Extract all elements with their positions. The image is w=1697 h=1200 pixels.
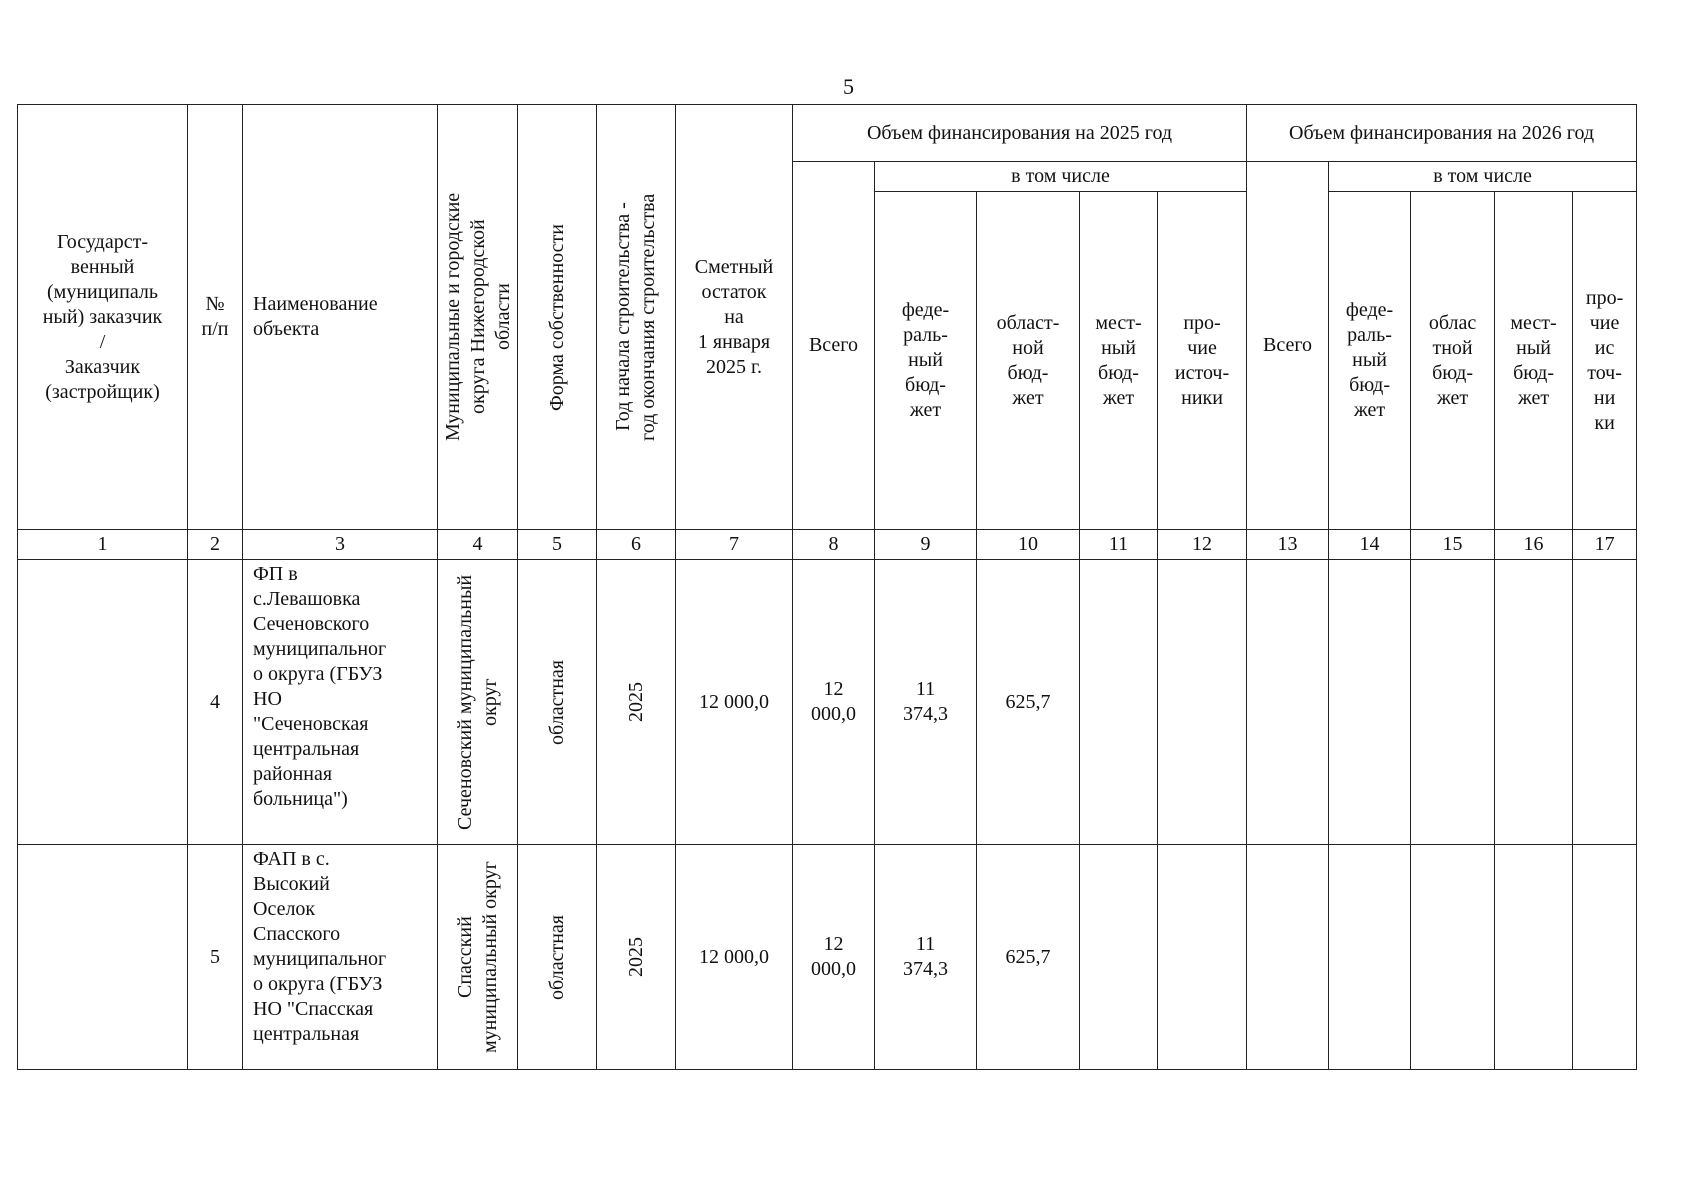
col-number: 12 [1158,530,1247,560]
header-total-2026: Всего [1247,162,1329,530]
header-obl-2025: област- ной бюд- жет [977,192,1080,530]
row-total-2025: 12 000,0 [793,845,875,1070]
header-balance: Сметный остаток на 1 января 2025 г. [676,105,793,530]
row-ownership-text: областная [545,914,568,1000]
row-years-text: 2025 [624,682,647,722]
row-obl-2025: 625,7 [977,560,1080,845]
row-local-2025 [1080,845,1158,1070]
col-number: 9 [875,530,977,560]
header-fed-2025: феде- раль- ный бюд- жет [875,192,977,530]
row-local-2026 [1495,560,1573,845]
row-number: 4 [188,560,243,845]
row-object-name: ФП в с.Левашовка Сеченовского муниципальног о округа (ГБУЗ НО "Сеченовская центральная районная больница") [243,560,438,845]
row-local-2026 [1495,845,1573,1070]
col-number: 4 [438,530,518,560]
row-fed-2025: 11 374,3 [875,560,977,845]
row-obl-2026 [1411,845,1495,1070]
col-number: 1 [18,530,188,560]
col-number: 10 [977,530,1080,560]
row-local-2025 [1080,560,1158,845]
row-total-2026 [1247,560,1329,845]
row-balance: 12 000,0 [676,560,793,845]
col-number: 15 [1411,530,1495,560]
row-other-2026 [1573,845,1637,1070]
header-local-2026: мест- ный бюд- жет [1495,192,1573,530]
header-fin-2026: Объем финансирования на 2026 год [1247,105,1637,162]
header-object-name: Наименование объекта [243,105,438,530]
row-years-text: 2025 [624,937,647,977]
header-fin-2025: Объем финансирования на 2025 год [793,105,1247,162]
row-obl-2026 [1411,560,1495,845]
col-number: 14 [1329,530,1411,560]
row-ownership-text: областная [545,659,568,745]
header-number: № п/п [188,105,243,530]
col-number: 13 [1247,530,1329,560]
header-ownership [518,105,597,530]
header-other-2026: про- чие ис точ- ни ки [1573,192,1637,530]
row-district [438,560,518,845]
row-fed-2026 [1329,845,1411,1070]
row-customer [18,560,188,845]
header-total-2025: Всего [793,162,875,530]
header-ownership-text: Форма собственности [545,223,568,411]
col-number: 7 [676,530,793,560]
row-district [438,845,518,1070]
financing-table [17,104,1637,1070]
row-fed-2026 [1329,560,1411,845]
row-other-2026 [1573,560,1637,845]
row-balance: 12 000,0 [676,845,793,1070]
col-number: 8 [793,530,875,560]
row-other-2025 [1158,845,1247,1070]
col-number: 16 [1495,530,1573,560]
header-incl-2026: в том числе [1329,162,1637,192]
header-years-text: Год начала строительства - год окончания строительства [612,193,659,441]
header-years [597,105,676,530]
col-number: 3 [243,530,438,560]
col-number: 5 [518,530,597,560]
col-number: 11 [1080,530,1158,560]
row-fed-2025: 11 374,3 [875,845,977,1070]
row-customer [18,845,188,1070]
row-ownership [518,560,597,845]
header-fed-2026: феде- раль- ный бюд- жет [1329,192,1411,530]
row-other-2025 [1158,560,1247,845]
col-number: 2 [188,530,243,560]
header-district-text: Муниципальные и городские округа Нижегородской области [442,192,514,442]
row-years [597,845,676,1070]
row-number: 5 [188,845,243,1070]
header-other-2025: про- чие источ- ники [1158,192,1247,530]
header-customer: Государст- венный (муниципаль ный) заказчик / Заказчик (застройщик) [18,105,188,530]
table-row [18,845,1637,1070]
header-obl-2026: облас тной бюд- жет [1411,192,1495,530]
row-obl-2025: 625,7 [977,845,1080,1070]
row-years [597,560,676,845]
row-district-text: Спасский муниципальный округ [453,861,501,1053]
col-number: 6 [597,530,676,560]
page-number: 5 [843,74,854,99]
column-numbers-row [18,530,1637,560]
row-object-name: ФАП в с. Высокий Оселок Спасского муниципальног о округа (ГБУЗ НО "Спасская центральная [243,845,438,1070]
row-total-2026 [1247,845,1329,1070]
row-total-2025: 12 000,0 [793,560,875,845]
header-district [438,105,518,530]
table-row [18,560,1637,845]
col-number: 17 [1573,530,1637,560]
row-ownership [518,845,597,1070]
header-local-2025: мест- ный бюд- жет [1080,192,1158,530]
header-incl-2025: в том числе [875,162,1247,192]
row-district-text: Сеченовский муниципальный округ [453,574,501,830]
